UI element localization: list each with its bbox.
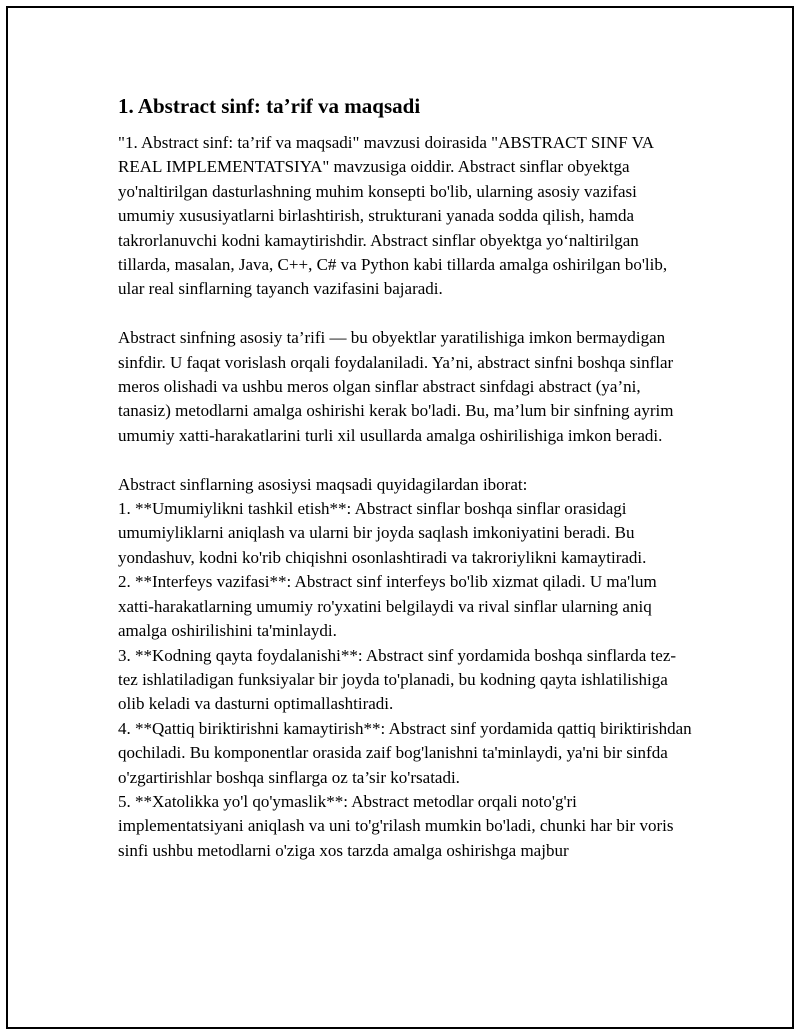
list-item: 3. **Kodning qayta foydalanishi**: Abstract sinf yordamida boshqa sinflarda tez-tez ishlatiladigan funksiyalar bir joyda to'planadi, bu kodning qayta ishlatilishiga olib keladi va dasturni optimallashtiradi. <box>118 645 677 714</box>
list-item: 2. **Interfeys vazifasi**: Abstract sinf interfeys bo'lib xizmat qiladi. U ma'lum xatti-harakatlarning umumiy ro'yxatini belgilaydi va rival sinflar ularning aniq amalga oshirilishini ta'minlaydi. <box>118 572 657 641</box>
document-body <box>118 92 692 863</box>
paragraph-intro: "1. Abstract sinf: ta’rif va maqsadi" mavzusi doirasida "ABSTRACT SINF VA REAL IMPLEMENTATSIYA" mavzusiga oiddir. Abstract sinflar obyektga yo'naltirilgan dasturlashning muhim konsepti bo'lib, ularning asosiy vazifasi umumiy xususiyatlarni birlashtirish, strukturani yanada sodda qilish, hamda takrorlanuvchi kodni kamaytirishdir. Abstract sinflar obyektga yo‘naltirilgan tillarda, masalan, Java, C++, C# va Python kabi tillarda amalga oshirilgan bo'lib, ular real sinflarning tayanch vazifasini bajaradi. <box>118 133 668 299</box>
list-item: 4. **Qattiq biriktirishni kamaytirish**: Abstract sinf yordamida qattiq biriktirishdan qochiladi. Bu komponentlar orasida zaif bog'lanishni ta'minlaydi, ya'ni bir sinfda o'zgartirishlar boshqa sinflarga oz ta’sir ko'rsatadi. <box>118 718 692 787</box>
list-intro: Abstract sinflarning asosiysi maqsadi quyidagilardan iborat: <box>118 474 528 494</box>
list-item: 5. **Xatolikka yo'l qo'ymaslik**: Abstract metodlar orqali noto'g'ri implementatsiyani aniqlash va uni to'g'rilash mumkin bo'ladi, chunki har bir voris sinfi ushbu metodlarni o'ziga xos tarzda amalga oshirishga majbur <box>118 791 674 860</box>
purpose-list <box>118 497 692 863</box>
section-heading: 1. Abstract sinf: ta’rif va maqsadi <box>118 94 421 118</box>
paragraph-definition: Abstract sinfning asosiy ta’rifi — bu obyektlar yaratilishiga imkon bermaydigan sinfdir. U faqat vorislash orqali foydalaniladi. Ya’ni, abstract sinfni boshqa sinflar meros olishadi va ushbu meros olgan sinflar abstract sinfdagi abstract (ya’ni, tanasiz) metodlarni amalga oshirishi kerak bo'ladi. Bu, ma’lum bir sinfning ayrim umumiy xatti-harakatlarini turli xil usullarda amalga oshirilishiga imkon beradi. <box>118 328 674 445</box>
list-item: 1. **Umumiylikni tashkil etish**: Abstract sinflar boshqa sinflar orasidagi umumiyliklarni aniqlash va ularni bir joyda saqlash imkoniyatini beradi. Bu yondashuv, kodni ko'rib chiqishni osonlashtiradi va takroriylikni kamaytiradi. <box>118 499 647 567</box>
